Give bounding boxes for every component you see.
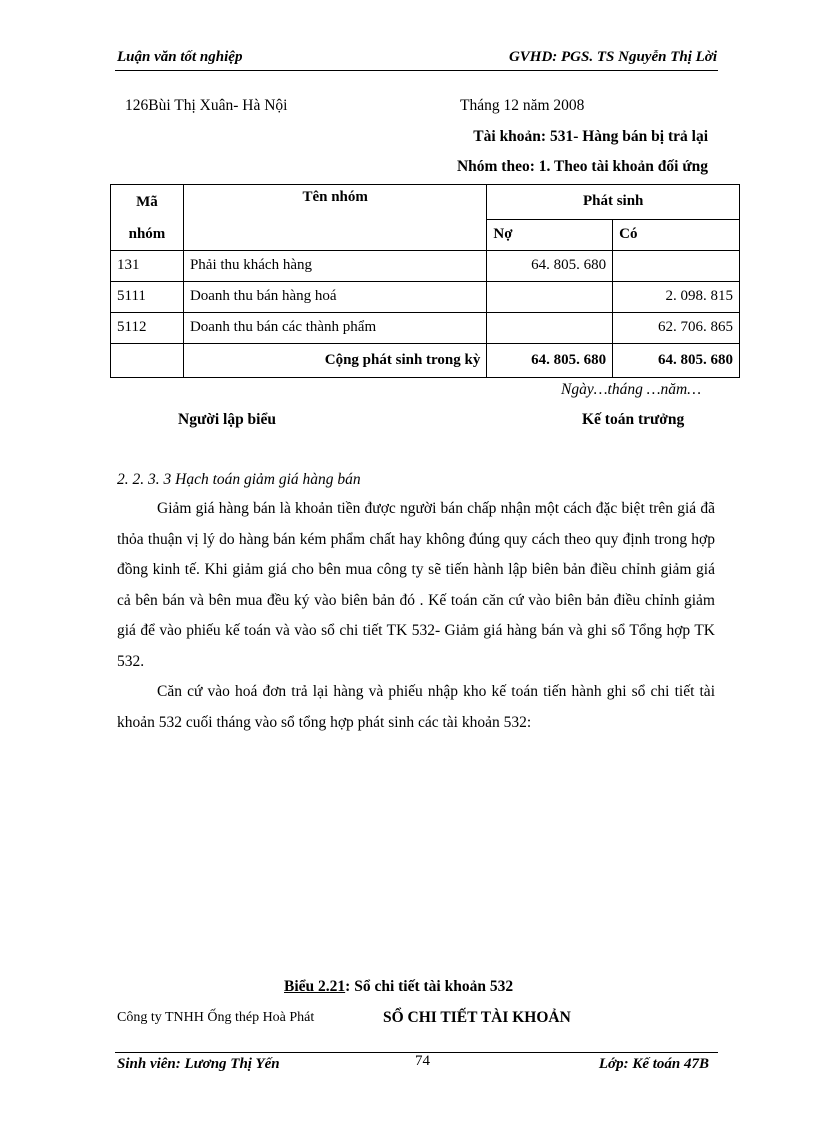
header-debit: Nợ: [487, 219, 613, 250]
header-rule: [115, 70, 718, 71]
signer-chief-accountant: Kế toán trưởng: [582, 411, 685, 428]
total-label: Cộng phát sinh trong kỳ: [183, 343, 486, 377]
header-group-name-spacer: [183, 219, 486, 250]
row-name: Phải thu khách hàng: [183, 250, 486, 281]
paragraph-return-invoice: Căn cứ vào hoá đơn trả lại hàng và phiếu nhập kho kế toán tiến hành ghi sổ chi tiết tài khoản 532 cuối tháng vào sổ tổng hợp phát sinh các tài khoản 532:: [117, 683, 715, 731]
signer-preparer: Người lập biểu: [178, 411, 276, 428]
table-total-row: [111, 343, 740, 377]
header-thesis-label: Luận văn tốt nghiệp: [117, 49, 243, 65]
total-debit: 64. 805. 680: [487, 343, 613, 377]
footer-class: Lớp: Kế toán 47B: [598, 1056, 709, 1072]
row-credit: 62. 706. 865: [613, 312, 740, 343]
exhibit-label: Biểu 2.21: [284, 978, 346, 995]
report-period: Tháng 12 năm 2008: [460, 97, 585, 114]
row-name: Doanh thu bán hàng hoá: [183, 281, 486, 312]
date-line: Ngày…tháng …năm…: [561, 381, 701, 398]
header-credit: Có: [613, 219, 740, 250]
table-header-row-1: [111, 185, 740, 220]
page-number: 74: [415, 1053, 430, 1069]
section-heading: 2. 2. 3. 3 Hạch toán giảm giá hàng bán: [117, 471, 361, 488]
row-credit: 2. 098. 815: [613, 281, 740, 312]
row-credit: [613, 250, 740, 281]
company-address: 126Bùi Thị Xuân- Hà Nội: [125, 97, 288, 114]
footer-student: Sinh viên: Lương Thị Yến: [117, 1056, 280, 1072]
row-debit: [487, 312, 613, 343]
header-code-line1: Mã: [111, 185, 184, 220]
table-header-row-2: [111, 219, 740, 250]
table-row: [111, 281, 740, 312]
header-advisor: GVHD: PGS. TS Nguyễn Thị Lời: [508, 49, 717, 65]
row-code: 131: [111, 250, 184, 281]
table-row: [111, 312, 740, 343]
account-arising-table: [110, 184, 740, 378]
ledger-title: SỔ CHI TIẾT TÀI KHOẢN: [383, 1009, 571, 1026]
company-name: Công ty TNHH Ống thép Hoà Phát: [117, 1010, 315, 1025]
exhibit-caption: [284, 978, 513, 996]
row-debit: [487, 281, 613, 312]
row-name: Doanh thu bán các thành phẩm: [183, 312, 486, 343]
header-arising: Phát sinh: [487, 185, 740, 220]
row-debit: 64. 805. 680: [487, 250, 613, 281]
header-group-name: Tên nhóm: [183, 185, 486, 220]
account-title: Tài khoản: 531- Hàng bán bị trả lại: [473, 128, 708, 145]
header-code-line2: nhóm: [111, 219, 184, 250]
table-row: [111, 250, 740, 281]
row-code: 5111: [111, 281, 184, 312]
exhibit-title: : Sổ chi tiết tài khoản 532: [345, 978, 514, 995]
group-title: Nhóm theo: 1. Theo tài khoản đối ứng: [456, 158, 708, 175]
row-code: 5112: [111, 312, 184, 343]
total-code-empty: [111, 343, 184, 377]
total-credit: 64. 805. 680: [613, 343, 740, 377]
paragraph-price-reduction: Giảm giá hàng bán là khoản tiền được người bán chấp nhận một cách đặc biệt trên giá đã thỏa thuận vị lý do hàng bán kém phẩm chất hay không đúng quy cách theo quy định trong hợp đồng kinh tế. Khi giảm giá cho bên mua công ty sẽ tiến hành lập biên bản điều chỉnh giảm giá cả bên bán và bên mua đều ký vào biên bản đó . Kế toán căn cứ vào biên bản điều chỉnh giảm giá để vào phiếu kế toán và vào sổ chi tiết TK 532- Giảm giá hàng bán và ghi sổ Tổng hợp TK 532.: [117, 500, 715, 670]
body-text: [117, 494, 715, 738]
